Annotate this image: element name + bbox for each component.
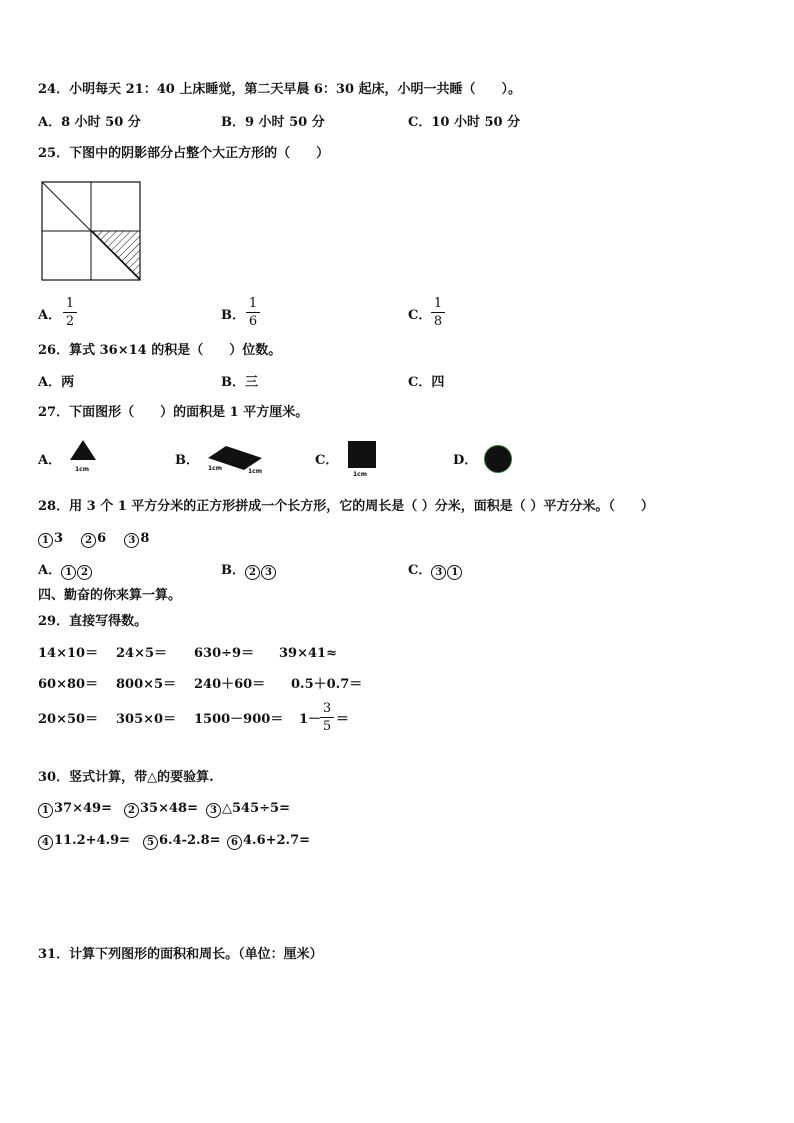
q28-option-c[interactable]: C． 3 1 — [408, 563, 463, 580]
q25-option-c-label[interactable]: C． — [408, 308, 432, 323]
q26-option-b[interactable]: B．三 — [221, 375, 258, 390]
q28-option-b[interactable]: B． 2 3 — [221, 563, 277, 580]
q29-r2c4: 0.5＋0.7＝ — [291, 677, 363, 692]
q29-r1c3: 630÷9＝ — [194, 646, 255, 661]
q27-option-b[interactable]: B． — [175, 453, 199, 468]
q24-option-c[interactable]: C．10 小时 50 分 — [408, 115, 521, 130]
q24-option-b[interactable]: B．9 小时 50 分 — [221, 115, 325, 130]
q29-r3c2: 305×0＝ — [116, 712, 177, 727]
q30-item-5: 5 6.4-2.8= — [143, 833, 221, 850]
q26-option-a[interactable]: A．两 — [38, 375, 75, 390]
q29-r3c3: 1500－900＝ — [194, 712, 284, 727]
square-shape-icon — [348, 441, 376, 468]
q25-option-a-fraction: 1 2 — [63, 296, 77, 329]
q25-option-c-fraction: 1 8 — [431, 296, 445, 329]
q30-item-3: 3 △545÷5= — [206, 801, 290, 818]
q27-option-c[interactable]: C． — [315, 453, 339, 468]
q25-stem: 25．下图中的阴影部分占整个大正方形的（ ） — [38, 146, 330, 161]
q27-option-d[interactable]: D． — [453, 453, 478, 468]
rhombus-unit-label-right: 1cm — [248, 468, 262, 475]
q29-r2c1: 60×80＝ — [38, 677, 99, 692]
q25-option-b-fraction: 1 6 — [246, 296, 260, 329]
q29-r3c4-fraction: 3 5 — [320, 701, 334, 734]
q29-r3c4-whole: 1－ — [299, 712, 322, 727]
choice-1-mark: 1 — [38, 533, 53, 548]
q27-stem: 27．下面图形（ ）的面积是 1 平方厘米。 — [38, 405, 309, 420]
q31-stem: 31．计算下列图形的面积和周长。（单位：厘米） — [38, 947, 323, 962]
q25-option-a-label[interactable]: A． — [38, 308, 62, 323]
q24-option-a[interactable]: A．8 小时 50 分 — [38, 115, 141, 130]
q26-stem: 26．算式 36×14 的积是（ ）位数。 — [38, 343, 282, 358]
q29-r1c4: 39×41≈ — [279, 646, 337, 661]
q29-r2c2: 800×5＝ — [116, 677, 177, 692]
q28-choices: 1 3 2 6 3 8 — [38, 531, 149, 548]
q29-stem: 29．直接写得数。 — [38, 614, 148, 629]
q24-stem: 24．小明每天 21：40 上床睡觉，第二天早晨 6：30 起床，小明一共睡（ ）。 — [38, 82, 522, 97]
rhombus-unit-label-left: 1cm — [208, 465, 222, 472]
q29-r2c3: 240＋60＝ — [194, 677, 266, 692]
choice-3-mark: 3 — [124, 533, 139, 548]
q30-item-2: 2 35×48= — [124, 801, 198, 818]
triangle-shape-icon — [68, 438, 98, 462]
q27-option-a[interactable]: A． — [38, 453, 62, 468]
shaded-region — [92, 231, 140, 279]
section4-title: 四、勤奋的你来算一算。 — [38, 588, 182, 603]
q30-item-6: 6 4.6+2.7= — [227, 833, 310, 850]
q29-r1c1: 14×10＝ — [38, 646, 99, 661]
q30-item-4: 4 11.2+4.9= — [38, 833, 130, 850]
q29-r3c1: 20×50＝ — [38, 712, 99, 727]
q29-r3c4-equals: ＝ — [336, 712, 350, 727]
triangle-unit-label: 1cm — [75, 466, 89, 473]
choice-2-mark: 2 — [81, 533, 96, 548]
q26-option-c[interactable]: C．四 — [408, 375, 445, 390]
q29-r1c2: 24×5＝ — [116, 646, 168, 661]
q25-square-figure — [40, 180, 144, 284]
square-unit-label: 1cm — [353, 471, 367, 478]
q25-option-b-label[interactable]: B． — [221, 308, 245, 323]
q28-stem: 28．用 3 个 1 平方分米的正方形拼成一个长方形，它的周长是（ ）分米，面积是（ ）平方分米。（ ） — [38, 499, 654, 514]
circle-shape-icon — [483, 444, 515, 474]
q28-option-a[interactable]: A． 1 2 — [38, 563, 93, 580]
q30-item-1: 1 37×49= — [38, 801, 112, 818]
q30-stem: 30．竖式计算，带△的要验算. — [38, 770, 214, 785]
